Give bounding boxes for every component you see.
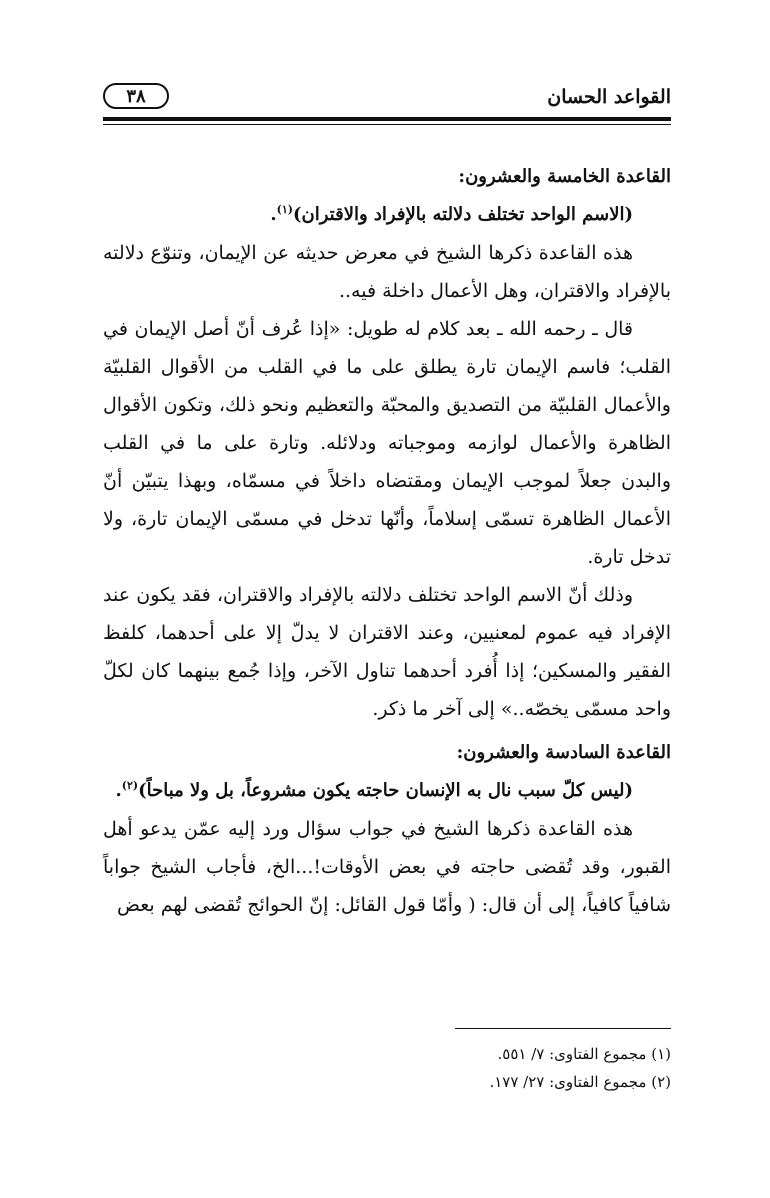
rule-25-statement: (الاسم الواحد تختلف دلالته بالإفراد والاقتران)$^{(١)}$. [270,203,633,225]
footnote-ref-1: (١) [276,203,293,216]
main-text [103,158,671,924]
rule-25-paragraph-3: وذلك أنّ الاسم الواحد تختلف دلالته بالإفراد والاقتران، فقد يكون عند الإفراد فيه عموم لمعنيين، وعند الاقتران لا يدلّ إلا على أحدهما، كلفظ الفقير والمسكين؛ إذا أُفرد أحدهما تناول الآخر، وإذا جُمع بينهما كان لكلّ واحد مسمّى يخصّه..» إلى آخر ما ذكر. [103,584,671,720]
header-rule-thin [103,124,671,125]
rule-26-heading: القاعدة السادسة والعشرون: [456,742,671,763]
rule-26-statement: (ليس كلّ سبب نال به الإنسان حاجته يكون مشروعاً، بل ولا مباحاً)$^{(٢)}$. [115,779,633,801]
rule-25-text: (الاسم الواحد تختلف دلالته بالإفراد والاقتران) [292,204,633,225]
page-number-badge: ٣٨ [103,83,169,109]
rule-25-heading: القاعدة الخامسة والعشرون: [458,166,671,187]
running-title: القواعد الحسان [547,86,671,108]
footnotes [103,1040,671,1096]
header-rule-thick [103,117,671,121]
rule-25-paragraph-2: قال ـ رحمه الله ـ بعد كلام له طويل: «إذا عُرف أنّ أصل الإيمان في القلب؛ فاسم الإيمان تارة يطلق على ما في القلب من الأقوال القلبيّة والأعمال القلبيّة من التصديق والمحبّة والتعظيم ونحو ذلك، وتكون الأقوال الظاهرة والأعمال لوازمه وموجباته ودلائله. وتارة على ما في القلب والبدن جعلاً لموجب الإيمان ومقتضاه داخلاً في مسمّاه، وبهذا يتبيّن أنّ الأعمال الظاهرة تسمّى إسلاماً، وأنّها تدخل في مسمّى الإيمان تارة، ولا تدخل تارة. [103,318,671,568]
rule-26-text: (ليس كلّ سبب نال به الإنسان حاجته يكون مشروعاً، بل ولا مباحاً) [138,780,633,801]
rule-25-paragraph-1: هذه القاعدة ذكرها الشيخ في معرض حديثه عن الإيمان، وتنوّع دلالته بالإفراد والاقتران، وهل الأعمال داخلة فيه.. [103,242,671,302]
footnote-1: (١) مجموع الفتاوى: ٧/ ٥٥١. [497,1045,671,1063]
footnote-2: (٢) مجموع الفتاوى: ٢٧/ ١٧٧. [489,1073,671,1091]
footnote-separator [455,1028,671,1029]
footnote-ref-2: (٢) [121,779,139,792]
rule-26-paragraph-1: هذه القاعدة ذكرها الشيخ في جواب سؤال ورد إليه عمّن يدعو أهل القبور، وقد تُقضى حاجته في بعض الأوقات!...الخ، فأجاب الشيخ جواباً شافياً كافياً، إلى أن قال: ( وأمّا قول القائل: إنّ الحوائج تُقضى لهم بعض [103,818,671,916]
page-header [103,80,671,120]
